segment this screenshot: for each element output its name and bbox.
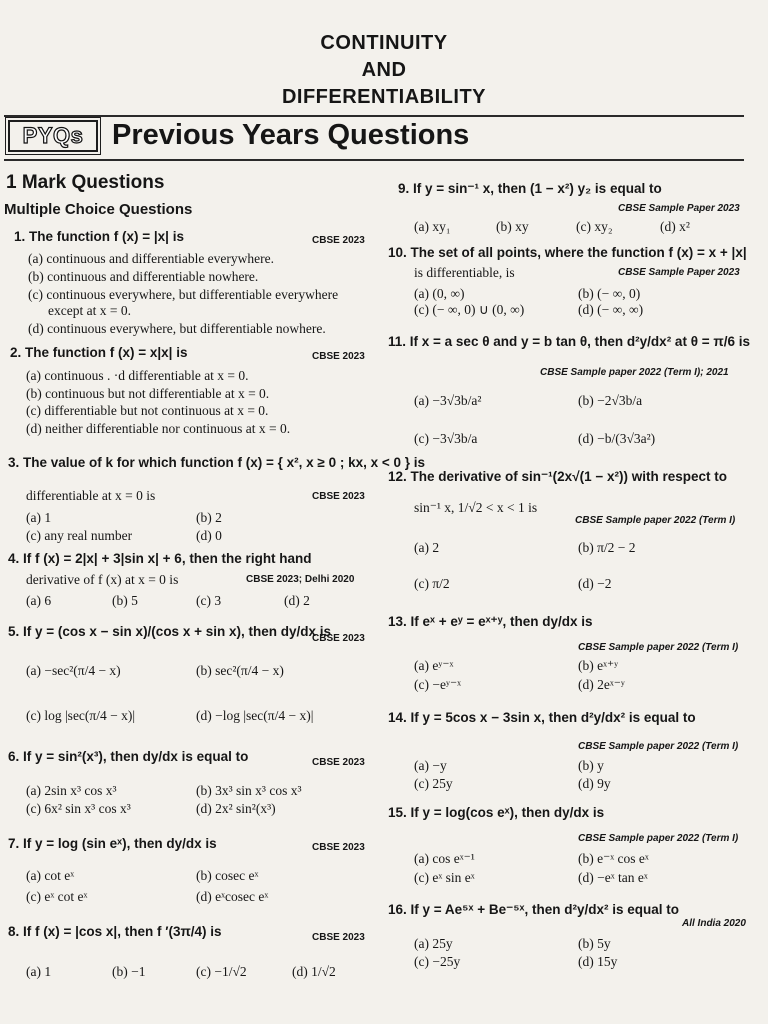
question-13-option-c: (c) −eʸ⁻ˣ (414, 677, 461, 692)
question-16-option-d: (d) 15y (578, 954, 618, 969)
question-11-option-d: (d) −b/(3√3a²) (578, 431, 656, 446)
question-15-option-a: (a) cos eˣ⁻¹ (414, 851, 475, 866)
question-14-option-b: (b) y (578, 758, 604, 773)
question-6-option-a: (a) 2sin x³ cos x³ (26, 783, 117, 798)
question-5-source: CBSE 2023 (312, 633, 365, 644)
chapter-title-line3: DIFFERENTIABILITY (281, 86, 487, 108)
question-8-source: CBSE 2023 (312, 932, 365, 943)
question-5-option-c: (c) log |sec(π/4 − x)| (26, 708, 136, 723)
question-8-option-c: (c) −1/√2 (196, 964, 247, 979)
question-14-stem: 14. If y = 5cos x − 3sin x, then d²y/dx² is equal to (388, 710, 696, 725)
question-16-option-a: (a) 25y (414, 936, 453, 951)
chapter-title-line1: CONTINUITY (320, 32, 448, 54)
question-10-stem-cont: is differentiable, is (414, 265, 515, 280)
question-16-stem: 16. If y = Ae⁵ˣ + Be⁻⁵ˣ, then d²y/dx² is equal to (388, 902, 680, 917)
question-2-source: CBSE 2023 (312, 351, 365, 362)
question-13-option-b: (b) eˣ⁺ʸ (578, 658, 619, 673)
question-4-option-a: (a) 6 (26, 593, 52, 608)
question-16-option-b: (b) 5y (578, 936, 611, 951)
question-10-source: CBSE Sample Paper 2023 (618, 267, 740, 278)
question-10-option-d: (d) (− ∞, ∞) (578, 302, 644, 317)
question-11-option-c: (c) −3√3b/a (414, 431, 478, 446)
question-9-option-d: (d) x² (660, 219, 690, 234)
question-12-stem: 12. The derivative of sin⁻¹(2x√(1 − x²)) with respect to (388, 469, 727, 484)
question-13-option-d: (d) 2eˣ⁻ʸ (578, 677, 625, 692)
question-7-source: CBSE 2023 (312, 842, 365, 853)
question-11-option-b: (b) −2√3b/a (578, 393, 643, 408)
question-8-option-d: (d) 1/√2 (292, 964, 336, 979)
question-9-source: CBSE Sample Paper 2023 (618, 203, 740, 214)
question-1-option-c-cont: except at x = 0. (48, 303, 131, 318)
question-11-stem: 11. If x = a sec θ and y = b tan θ, then d²y/dx² at θ = π/6 is (388, 334, 750, 349)
question-3-option-a: (a) 1 (26, 510, 52, 525)
question-5-stem: 5. If y = (cos x − sin x)/(cos x + sin x), then dy/dx is (8, 624, 331, 639)
question-11-option-a: (a) −3√3b/a² (414, 393, 482, 408)
question-10-option-b: (b) (− ∞, 0) (578, 286, 641, 301)
question-9-option-b: (b) xy (496, 219, 529, 234)
chapter-title (0, 30, 768, 111)
question-5-option-d: (d) −log |sec(π/4 − x)| (196, 708, 314, 723)
question-9-option-a: (a) xy₁ (414, 219, 451, 234)
question-4-stem-cont: derivative of f (x) at x = 0 is (26, 572, 179, 587)
question-10-option-a: (a) (0, ∞) (414, 286, 465, 301)
question-12-option-b: (b) π/2 − 2 (578, 540, 636, 555)
banner-title: Previous Years Questions (112, 119, 470, 151)
question-9-option-c: (c) xy₂ (576, 219, 613, 234)
section-subtitle: Multiple Choice Questions (4, 201, 193, 218)
question-1-stem: 1. The function f (x) = |x| is (14, 229, 184, 244)
question-4-source: CBSE 2023; Delhi 2020 (246, 574, 355, 585)
question-12-option-c: (c) π/2 (414, 576, 450, 591)
question-5-option-a: (a) −sec²(π/4 − x) (26, 663, 121, 678)
question-14-option-c: (c) 25y (414, 776, 453, 791)
question-7-stem: 7. If y = log (sin eˣ), then dy/dx is (8, 836, 217, 851)
question-1-option-d: (d) continuous everywhere, but differentiable nowhere. (28, 321, 326, 336)
question-7-option-b: (b) cosec eˣ (196, 868, 259, 883)
pyqs-badge: PYQs (8, 120, 98, 152)
question-4-stem: 4. If f (x) = 2|x| + 3|sin x| + 6, then the right hand (8, 551, 312, 566)
question-3-source: CBSE 2023 (312, 491, 365, 502)
question-3-option-c: (c) any real number (26, 528, 133, 543)
question-15-stem: 15. If y = log(cos eˣ), then dy/dx is (388, 805, 605, 820)
chapter-title-line2: AND (361, 59, 407, 81)
question-13-source: CBSE Sample paper 2022 (Term I) (578, 642, 739, 653)
question-8-option-b: (b) −1 (112, 964, 146, 979)
question-6-option-d: (d) 2x² sin²(x³) (196, 801, 276, 816)
question-4-option-c: (c) 3 (196, 593, 222, 608)
question-12-source: CBSE Sample paper 2022 (Term I) (575, 515, 736, 526)
question-14-option-a: (a) −y (414, 758, 447, 773)
question-1-source: CBSE 2023 (312, 235, 365, 246)
question-3-option-b: (b) 2 (196, 510, 222, 525)
question-6-option-b: (b) 3x³ sin x³ cos x³ (196, 783, 302, 798)
section-title: 1 Mark Questions (6, 172, 165, 193)
question-14-source: CBSE Sample paper 2022 (Term I) (578, 741, 739, 752)
question-7-option-c: (c) eˣ cot eˣ (26, 889, 88, 904)
question-15-option-c: (c) eˣ sin eˣ (414, 870, 475, 885)
question-5-option-b: (b) sec²(π/4 − x) (196, 663, 284, 678)
question-11-source: CBSE Sample paper 2022 (Term I); 2021 (540, 367, 729, 378)
question-1-option-b: (b) continuous and differentiable nowhere. (28, 269, 259, 284)
question-2-option-d: (d) neither differentiable nor continuous at x = 0. (26, 421, 291, 436)
question-8-stem: 8. If f (x) = |cos x|, then f ′(3π/4) is (8, 924, 222, 939)
question-4-option-d: (d) 2 (284, 593, 310, 608)
question-3-stem: 3. The value of k for which function f (x) = { x², x ≥ 0 ; kx, x < 0 } is (8, 455, 426, 470)
question-7-option-d: (d) eˣcosec eˣ (196, 889, 269, 904)
question-3-option-d: (d) 0 (196, 528, 222, 543)
question-15-option-d: (d) −eˣ tan eˣ (578, 870, 648, 885)
question-7-option-a: (a) cot eˣ (26, 868, 75, 883)
question-3-stem-cont: differentiable at x = 0 is (26, 488, 156, 503)
question-2-option-a: (a) continuous . ·d differentiable at x = 0. (26, 368, 249, 383)
question-15-option-b: (b) e⁻ˣ cos eˣ (578, 851, 649, 866)
question-2-option-c: (c) differentiable but not continuous at x = 0. (26, 403, 269, 418)
question-8-option-a: (a) 1 (26, 964, 52, 979)
question-13-stem: 13. If eˣ + eʸ = eˣ⁺ʸ, then dy/dx is (388, 614, 593, 629)
question-10-stem: 10. The set of all points, where the function f (x) = x + |x| (388, 245, 747, 260)
question-12-stem-cont: sin⁻¹ x, 1/√2 < x < 1 is (414, 500, 538, 515)
question-2-option-b: (b) continuous but not differentiable at x = 0. (26, 386, 270, 401)
question-16-option-c: (c) −25y (414, 954, 461, 969)
question-13-option-a: (a) eʸ⁻ˣ (414, 658, 454, 673)
question-12-option-a: (a) 2 (414, 540, 440, 555)
question-6-source: CBSE 2023 (312, 757, 365, 768)
question-2-stem: 2. The function f (x) = x|x| is (10, 345, 188, 360)
question-1-option-a: (a) continuous and differentiable everywhere. (28, 251, 275, 266)
question-10-option-c: (c) (− ∞, 0) ∪ (0, ∞) (414, 302, 525, 317)
question-15-source: CBSE Sample paper 2022 (Term I) (578, 833, 739, 844)
question-16-source: All India 2020 (682, 918, 746, 929)
question-1-option-c: (c) continuous everywhere, but differentiable everywhere (28, 287, 339, 302)
question-14-option-d: (d) 9y (578, 776, 611, 791)
question-6-option-c: (c) 6x² sin x³ cos x³ (26, 801, 131, 816)
question-12-option-d: (d) −2 (578, 576, 612, 591)
question-4-option-b: (b) 5 (112, 593, 138, 608)
question-6-stem: 6. If y = sin²(x³), then dy/dx is equal to (8, 749, 249, 764)
question-9-stem: 9. If y = sin⁻¹ x, then (1 − x²) y₂ is equal to (398, 181, 662, 196)
